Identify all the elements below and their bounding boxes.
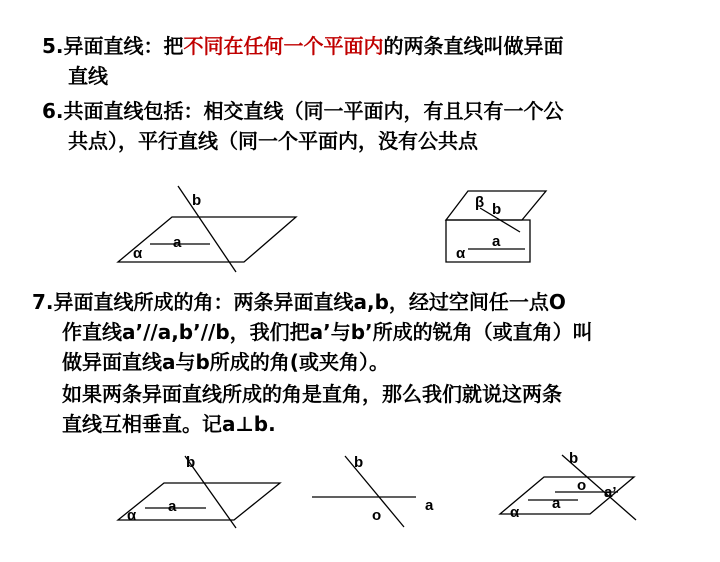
label-alpha: α: [133, 245, 143, 262]
label-a: a: [173, 234, 182, 251]
item7-line5: 直线互相垂直。记a⊥b.: [62, 412, 276, 436]
label-a-prime: a’: [604, 484, 617, 501]
label-b: b: [192, 192, 202, 209]
item5-line2: 直线: [68, 64, 108, 88]
plane-alpha: [118, 483, 280, 520]
label-b: b: [492, 201, 502, 218]
item6-line1: 6.共面直线包括：相交直线（同一平面内，有且只有一个公: [42, 99, 564, 123]
figure-skew-lines-1: [118, 186, 296, 272]
label-beta: β: [475, 194, 485, 211]
label-alpha: α: [456, 245, 466, 262]
label-o: o: [372, 507, 382, 524]
label-o: o: [577, 477, 587, 494]
label-b: b: [354, 454, 364, 471]
label-b: b: [186, 454, 196, 471]
item5-suffix: 的两条直线叫做异面: [383, 34, 564, 58]
figure-two-planes: [446, 191, 546, 262]
item5-prefix: 5.异面直线：把: [42, 34, 184, 58]
line-b: [178, 186, 236, 272]
item7-line1: 7.异面直线所成的角：两条异面直线a,b，经过空间任一点O: [32, 290, 566, 314]
plane-alpha: [118, 217, 296, 262]
item7-line4: 如果两条异面直线所成的角是直角，那么我们就说这两条: [62, 382, 562, 406]
label-a: a: [425, 497, 434, 514]
item5-highlight: 不同在任何一个平面内: [183, 34, 384, 58]
figure-skew-lines-2: [118, 454, 280, 528]
label-alpha: α: [127, 507, 137, 524]
figure-translated-lines: [500, 450, 636, 521]
figure-angle: [312, 454, 434, 527]
label-a: a: [492, 233, 501, 250]
label-alpha: α: [510, 504, 520, 521]
label-b: b: [569, 450, 579, 467]
item7-line2: 作直线a’//a,b’//b，我们把a’与b’所成的锐角（或直角）叫: [62, 320, 593, 344]
label-a: a: [168, 498, 177, 515]
label-a: a: [552, 495, 561, 512]
item7-line3: 做异面直线a与b所成的角(或夹角）。: [62, 350, 389, 374]
item6-line2: 共点），平行直线（同一个平面内，没有公共点: [68, 129, 478, 153]
